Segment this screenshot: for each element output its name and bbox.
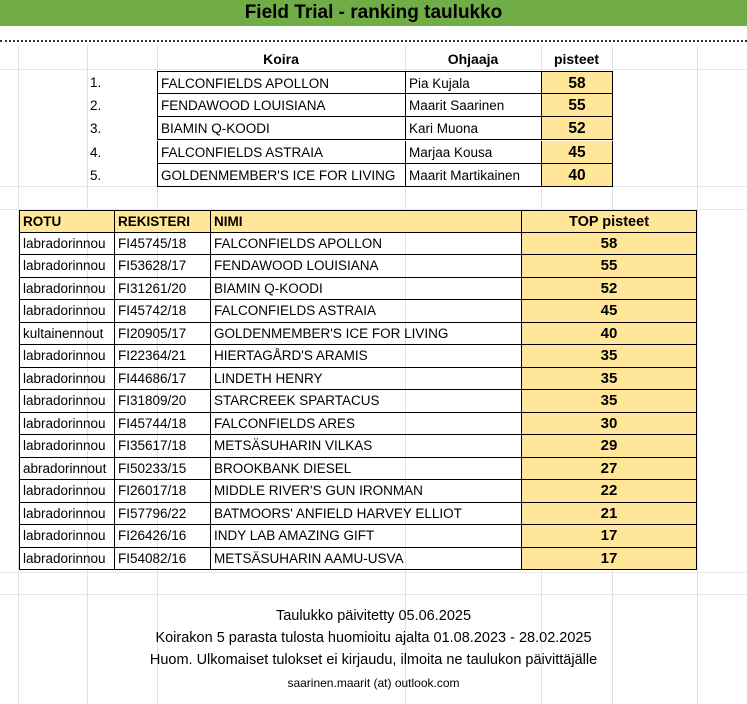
ranking-points: 27 (522, 458, 697, 481)
top5-row (0, 117, 747, 140)
ranking-reg: FI57796/22 (115, 503, 211, 526)
table-row (19, 255, 697, 278)
top5-points: 45 (541, 141, 613, 164)
footer-note: Huom. Ulkomaiset tulokset ei kirjaudu, ilmoita ne taulukon päivittäjälle (149, 652, 598, 668)
ranking-reg: FI53628/17 (115, 255, 211, 278)
dotted-divider (0, 40, 747, 42)
footer-period: Koirakon 5 parasta tulosta huomioitu ajalta 01.08.2023 - 28.02.2025 (155, 630, 592, 646)
ranking-points: 21 (522, 503, 697, 526)
table-row (19, 458, 697, 481)
ranking-name: INDY LAB AMAZING GIFT (211, 525, 522, 548)
ranking-name: METSÄSUHARIN AAMU-USVA (211, 548, 522, 571)
table-row (19, 525, 697, 548)
top5-dog: FENDAWOOD LOUISIANA (157, 94, 406, 117)
ranking-name: BROOKBANK DIESEL (211, 458, 522, 481)
top5-points: 55 (541, 94, 613, 117)
ranking-breed: labradorinnou (19, 368, 115, 391)
ranking-breed: kultainennout (19, 323, 115, 346)
ranking-points: 22 (522, 480, 697, 503)
ranking-name: FALCONFIELDS ARES (211, 413, 522, 436)
ranking-name: GOLDENMEMBER'S ICE FOR LIVING (211, 323, 522, 346)
ranking-breed: labradorinnou (19, 413, 115, 436)
ranking-name: HIERTAGÅRD'S ARAMIS (211, 345, 522, 368)
top5-dog: BIAMIN Q-KOODI (157, 117, 406, 140)
top5-handler: Marjaa Kousa (405, 141, 542, 164)
table-row (19, 233, 697, 256)
ranking-reg: FI35617/18 (115, 435, 211, 458)
ranking-points: 52 (522, 278, 697, 301)
ranking-reg: FI45745/18 (115, 233, 211, 256)
ranking-name: BIAMIN Q-KOODI (211, 278, 522, 301)
top5-row (0, 71, 747, 94)
ranking-reg: FI26017/18 (115, 480, 211, 503)
ranking-points: 40 (522, 323, 697, 346)
top5-header-points: pisteet (553, 51, 600, 67)
top5-position: 3. (90, 121, 102, 137)
ranking-reg: FI45742/18 (115, 300, 211, 323)
ranking-breed: labradorinnou (19, 480, 115, 503)
top5-handler: Maarit Martikainen (405, 164, 542, 187)
ranking-breed: labradorinnou (19, 435, 115, 458)
ranking-points: 55 (522, 255, 697, 278)
ranking-breed: labradorinnou (19, 525, 115, 548)
footer-updated: Taulukko päivitetty 05.06.2025 (275, 608, 472, 624)
table-row (19, 278, 697, 301)
ranking-reg: FI50233/15 (115, 458, 211, 481)
ranking-reg: FI31261/20 (115, 278, 211, 301)
ranking-points: 17 (522, 548, 697, 571)
table-row (19, 548, 697, 571)
ranking-header-reg: REKISTERI (115, 210, 211, 233)
table-row (19, 480, 697, 503)
ranking-breed: labradorinnou (19, 390, 115, 413)
table-row (19, 323, 697, 346)
ranking-breed: abradorinnout (19, 458, 115, 481)
ranking-reg: FI26426/16 (115, 525, 211, 548)
ranking-reg: FI44686/17 (115, 368, 211, 391)
ranking-name: FENDAWOOD LOUISIANA (211, 255, 522, 278)
ranking-reg: FI45744/18 (115, 413, 211, 436)
ranking-points: 30 (522, 413, 697, 436)
ranking-points: 35 (522, 345, 697, 368)
ranking-header-breed: ROTU (19, 210, 115, 233)
table-row (19, 390, 697, 413)
ranking-breed: labradorinnou (19, 503, 115, 526)
table-row (19, 300, 697, 323)
table-row (19, 368, 697, 391)
ranking-name: STARCREEK SPARTACUS (211, 390, 522, 413)
top5-position: 2. (90, 98, 102, 114)
ranking-points: 35 (522, 368, 697, 391)
top5-position: 4. (90, 144, 102, 160)
ranking-header-row (19, 210, 697, 233)
ranking-breed: labradorinnou (19, 300, 115, 323)
page-title: Field Trial - ranking taulukko (0, 0, 747, 26)
top5-handler: Pia Kujala (405, 71, 542, 94)
top5-points: 58 (541, 71, 613, 94)
ranking-points: 35 (522, 390, 697, 413)
ranking-name: LINDETH HENRY (211, 368, 522, 391)
ranking-reg: FI31809/20 (115, 390, 211, 413)
ranking-name: FALCONFIELDS ASTRAIA (211, 300, 522, 323)
ranking-breed: labradorinnou (19, 278, 115, 301)
top5-header-handler: Ohjaaja (447, 51, 499, 67)
top5-points: 40 (541, 164, 613, 187)
footer-contact[interactable]: saarinen.maarit (at) outlook.com (287, 676, 460, 690)
top5-dog: FALCONFIELDS APOLLON (157, 71, 406, 94)
top5-dog: GOLDENMEMBER'S ICE FOR LIVING (157, 164, 406, 187)
top5-handler: Maarit Saarinen (405, 94, 542, 117)
ranking-header-name: NIMI (211, 210, 522, 233)
top5-dog: FALCONFIELDS ASTRAIA (157, 141, 406, 164)
top5-row (0, 94, 747, 117)
ranking-points: 45 (522, 300, 697, 323)
table-row (19, 503, 697, 526)
ranking-points: 58 (522, 233, 697, 256)
ranking-name: METSÄSUHARIN VILKAS (211, 435, 522, 458)
ranking-name: MIDDLE RIVER'S GUN IRONMAN (211, 480, 522, 503)
ranking-points: 17 (522, 525, 697, 548)
top5-position: 5. (90, 167, 102, 183)
ranking-reg: FI22364/21 (115, 345, 211, 368)
top5-row (0, 164, 747, 187)
top5-header-dog: Koira (263, 51, 299, 67)
ranking-reg: FI20905/17 (115, 323, 211, 346)
top5-points: 52 (541, 117, 613, 140)
top5-row (0, 141, 747, 164)
table-row (19, 345, 697, 368)
top5-handler: Kari Muona (405, 117, 542, 140)
ranking-name: BATMOORS' ANFIELD HARVEY ELLIOT (211, 503, 522, 526)
ranking-breed: labradorinnou (19, 255, 115, 278)
ranking-breed: labradorinnou (19, 233, 115, 256)
ranking-reg: FI54082/16 (115, 548, 211, 571)
top5-position: 1. (90, 75, 102, 90)
ranking-name: FALCONFIELDS APOLLON (211, 233, 522, 256)
table-row (19, 435, 697, 458)
ranking-points: 29 (522, 435, 697, 458)
ranking-breed: labradorinnou (19, 345, 115, 368)
ranking-header-points: TOP pisteet (522, 210, 697, 233)
table-row (19, 413, 697, 436)
ranking-breed: labradorinnou (19, 548, 115, 571)
